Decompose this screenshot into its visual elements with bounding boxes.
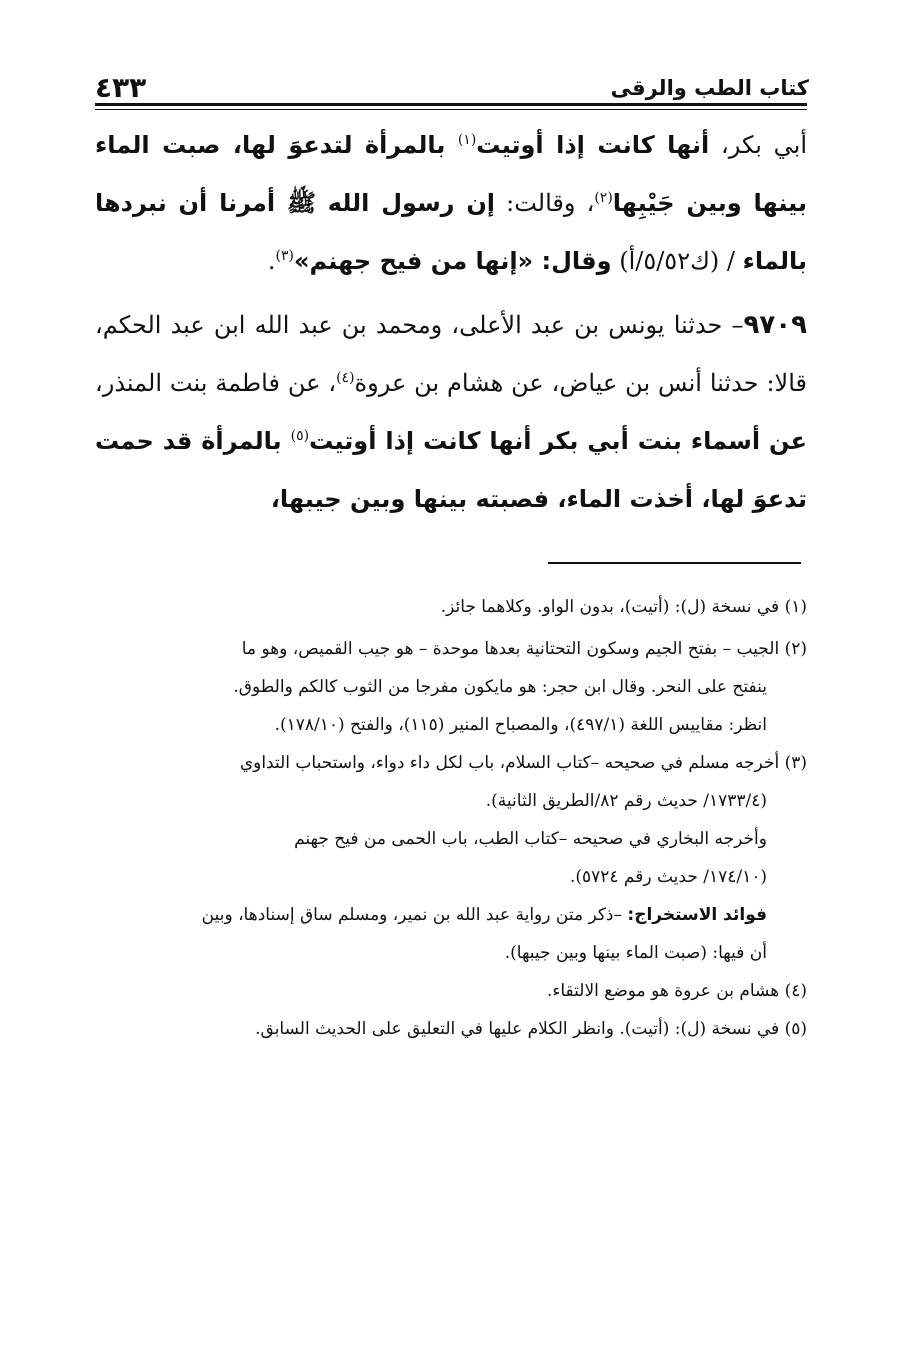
footnote-rule — [548, 562, 801, 564]
footnote-3-line-5 — [95, 896, 807, 934]
main-text — [95, 116, 807, 528]
p1-text-3: / (ك٥/٥٢/أ) — [611, 247, 743, 275]
paragraph-2 — [95, 296, 807, 528]
footnote-ref-2: (٢) — [594, 190, 613, 206]
footnote-ref-5: (٥) — [290, 428, 310, 444]
p1-bold-1: أنها كانت إذا أوتيت — [476, 131, 710, 159]
p1-text-2: ، وقالت: — [495, 189, 595, 217]
header-rule — [95, 103, 807, 110]
footnote-4: (٤) هشام بن عروة هو موضع الالتقاء. — [546, 981, 807, 1001]
footnote-3-line-5-text: –ذكر متن رواية عبد الله بن نمير، ومسلم ساق إسنادها، وبين — [201, 905, 628, 925]
p1-bold-4: وقال: «إنها من فيح جهنم» — [293, 247, 612, 275]
footnote-5: (٥) في نسخة (ل): (أتيت). وانظر الكلام عليها في التعليق على الحديث السابق. — [255, 1019, 807, 1039]
p1-bold-2: بالمرأة لتدعوَ لها، صبت الماء بينها وبين جَيْبِها — [95, 131, 807, 217]
hadith-number: ٩٧٠٩ — [743, 310, 807, 340]
page-number: ٤٣٣ — [95, 71, 147, 104]
footnote-3-line-6: أن فيها: (صبت الماء بينها وبين جيبها). — [504, 943, 767, 963]
footnote-ref-1: (١) — [457, 132, 477, 148]
p2-text-1: – حدثنا يونس بن عبد الأعلى، ومحمد بن عبد الله ابن عبد الحكم، قالا: حدثنا أنس بن عياض، عن هشام بن عروة — [95, 311, 807, 397]
extraction-benefits-label: فوائد الاستخراج: — [627, 905, 767, 925]
footnote-1: (١) في نسخة (ل): (أتيت)، بدون الواو. وكلاهما جائز. — [440, 597, 807, 617]
running-title: كتاب الطب والرقى — [610, 76, 809, 100]
p2-text-2: ، عن فاطمة بنت المنذر، — [95, 369, 337, 397]
p2-bold-1: عن أسماء بنت أبي بكر أنها كانت إذا أوتيت — [309, 427, 807, 455]
p1-text-4: . — [267, 247, 276, 275]
footnote-ref-3: (٣) — [275, 248, 294, 264]
footnote-2 — [95, 630, 807, 744]
footnote-ref-4: (٤) — [336, 370, 355, 386]
page-header — [95, 64, 809, 104]
footnote-3-line-4: (١٧٤/١٠/ حديث رقم ٥٧٢٤). — [569, 867, 767, 887]
paragraph-1 — [95, 116, 807, 290]
footnote-2-line-1: (٢) الجيب – بفتح الجيم وسكون التحتانية بعدها موحدة – هو جيب القميص، وهو ما — [241, 639, 807, 659]
footnote-2-line-3: انظر: مقاييس اللغة (٤٩٧/١)، والمصباح المنير (١١٥)، والفتح (١٧٨/١٠). — [274, 715, 767, 735]
footnote-3-line-2: (١٧٣٣/٤/ حديث رقم ٨٢/الطريق الثانية). — [485, 791, 767, 811]
footnote-3-line-1: (٣) أخرجه مسلم في صحيحه –كتاب السلام، باب لكل داء دواء، واستحباب التداوي — [239, 753, 807, 773]
p1-bold-3: إن رسول الله ﷺ أمرنا أن نبردها بالماء — [95, 189, 807, 275]
footnote-2-line-2: ينفتح على النحر. وقال ابن حجر: هو مايكون مفرجا من الثوب كالكم والطوق. — [233, 677, 767, 697]
p1-text-1: أبي بكر، — [709, 131, 808, 159]
footnote-3 — [95, 744, 807, 972]
footnotes — [95, 588, 807, 1048]
p2-bold-2: بالمرأة قد حمت تدعوَ لها، أخذت الماء، فصبته بينها وبين جيبها، — [95, 427, 807, 513]
footnote-3-line-3: وأخرجه البخاري في صحيحه –كتاب الطب، باب الحمى من فيح جهنم — [294, 829, 767, 849]
